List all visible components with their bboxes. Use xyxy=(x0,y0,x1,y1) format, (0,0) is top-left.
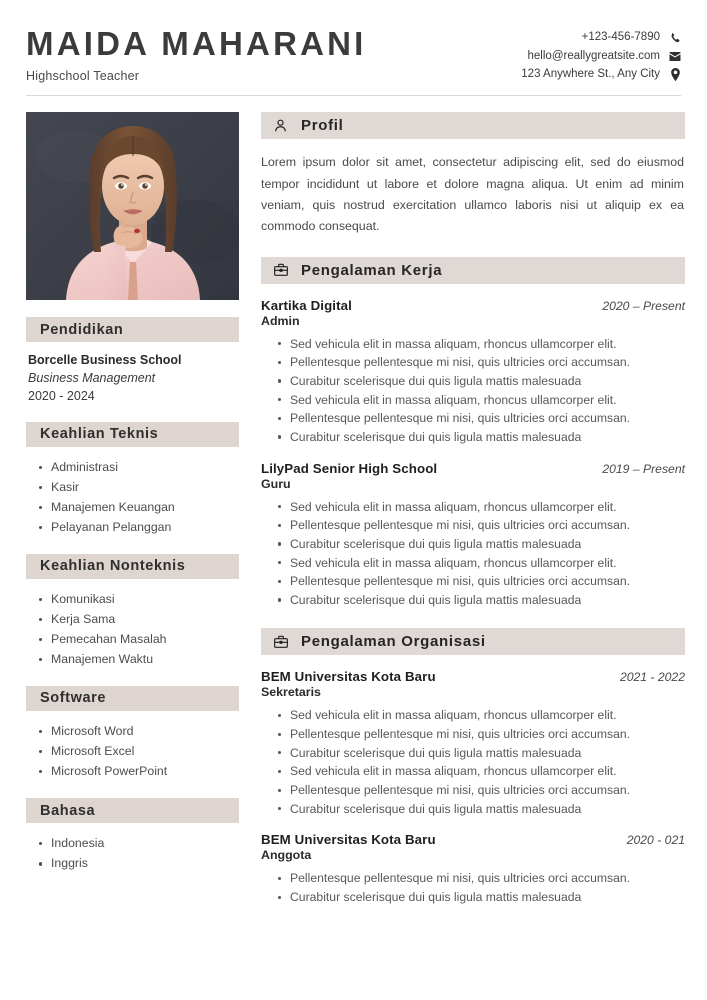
contact-address-text: 123 Anywhere St., Any City xyxy=(521,68,660,81)
contact-phone[interactable] xyxy=(582,30,681,46)
list-item: Pellentesque pellentesque mi nisi, quis ultricies orci accumsan. xyxy=(290,781,685,800)
main-section-profil xyxy=(261,112,685,237)
sidebar-section-keahlian-nonteknis xyxy=(26,554,239,670)
main-section-title: Pengalaman Kerja xyxy=(301,261,443,279)
sidebar-section-header xyxy=(26,798,239,823)
main-column xyxy=(261,112,685,906)
list-item: Microsoft Word xyxy=(51,722,239,742)
entry-date: 2019 – Present xyxy=(602,461,685,476)
list-item: Curabitur scelerisque dui quis ligula mattis malesuada xyxy=(290,744,685,763)
entry-role: Admin xyxy=(261,313,300,328)
entry-bullet-list xyxy=(261,498,685,610)
contact-block xyxy=(521,24,681,83)
list-item: Kasir xyxy=(51,478,239,498)
sidebar-section-title: Pendidikan xyxy=(40,321,124,338)
list-item: Komunikasi xyxy=(51,590,239,610)
entry-organization: LilyPad Senior High School xyxy=(261,460,438,476)
entry-organization: BEM Universitas Kota Baru xyxy=(261,669,436,685)
sidebar-section-title: Keahlian Teknis xyxy=(40,426,159,443)
main-section-title: Pengalaman Organisasi xyxy=(301,633,486,651)
list-item: Curabitur scelerisque dui quis ligula mattis malesuada xyxy=(290,591,685,610)
candidate-job-title: Highschool Teacher xyxy=(26,69,140,84)
list-item: Pemecahan Masalah xyxy=(51,630,239,650)
candidate-name: MAIDA MAHARANI xyxy=(26,25,367,62)
list-item: Indonesia xyxy=(51,834,239,854)
header-divider xyxy=(26,95,681,96)
entry-bullet-list xyxy=(261,706,685,818)
entry-heading-row xyxy=(261,832,685,847)
avatar xyxy=(26,112,239,300)
sidebar-section-software xyxy=(26,686,239,782)
experience-entry xyxy=(261,461,685,610)
location-pin-icon xyxy=(669,68,681,81)
experience-entry xyxy=(261,298,685,447)
list-item: Curabitur scelerisque dui quis ligula mattis malesuada xyxy=(290,428,685,447)
list-item: Sed vehicula elit in massa aliquam, rhoncus ullamcorper elit. xyxy=(290,762,685,781)
software-list xyxy=(26,722,239,782)
main-section-pengalaman-kerja xyxy=(261,257,685,610)
contact-address[interactable] xyxy=(521,67,681,83)
list-item: Pellentesque pellentesque mi nisi, quis ultricies orci accumsan. xyxy=(290,572,685,591)
organization-entry xyxy=(261,832,685,906)
entry-role: Sekretaris xyxy=(261,685,321,700)
list-item: Kerja Sama xyxy=(51,610,239,630)
phone-icon xyxy=(669,31,681,44)
list-item: Sed vehicula elit in massa aliquam, rhoncus ullamcorper elit. xyxy=(290,498,685,517)
main-section-header xyxy=(261,628,685,655)
languages-list xyxy=(26,834,239,874)
main-section-header xyxy=(261,257,685,284)
entry-date: 2020 – Present xyxy=(602,298,685,313)
sidebar-section-header xyxy=(26,554,239,579)
sidebar-section-pendidikan xyxy=(26,317,239,405)
sidebar-section-header xyxy=(26,422,239,447)
header-identity xyxy=(26,24,367,83)
sidebar-section-header xyxy=(26,317,239,342)
list-item: Curabitur scelerisque dui quis ligula mattis malesuada xyxy=(290,888,685,907)
portrait-photo xyxy=(26,112,239,300)
education-entry xyxy=(26,352,239,405)
list-item: Manajemen Keuangan xyxy=(51,498,239,518)
list-item: Curabitur scelerisque dui quis ligula mattis malesuada xyxy=(290,372,685,391)
education-years: 2020 - 2024 xyxy=(28,388,95,403)
main-section-header xyxy=(261,112,685,139)
skills-technical-list xyxy=(26,458,239,538)
list-item: Sed vehicula elit in massa aliquam, rhoncus ullamcorper elit. xyxy=(290,554,685,573)
contact-email-text: hello@reallygreatsite.com xyxy=(527,49,660,62)
education-major: Business Management xyxy=(28,371,156,386)
sidebar-section-title: Keahlian Nonteknis xyxy=(40,558,186,575)
briefcase-icon xyxy=(272,633,289,650)
envelope-icon xyxy=(669,50,681,63)
sidebar-section-title: Bahasa xyxy=(40,802,96,819)
list-item: Pellentesque pellentesque mi nisi, quis ultricies orci accumsan. xyxy=(290,353,685,372)
sidebar-section-header xyxy=(26,686,239,711)
entry-date: 2020 - 021 xyxy=(626,833,685,848)
list-item: Inggris xyxy=(51,854,239,874)
entry-bullet-list xyxy=(261,869,685,906)
list-item: Curabitur scelerisque dui quis ligula mattis malesuada xyxy=(290,535,685,554)
entry-heading-row xyxy=(261,461,685,476)
entry-heading-row xyxy=(261,669,685,684)
list-item: Microsoft Excel xyxy=(51,742,239,762)
organization-entry xyxy=(261,669,685,818)
entry-heading-row xyxy=(261,298,685,313)
person-icon xyxy=(272,117,289,134)
entry-bullet-list xyxy=(261,335,685,447)
entry-date: 2021 - 2022 xyxy=(619,670,685,685)
entry-role: Guru xyxy=(261,476,291,491)
list-item: Microsoft PowerPoint xyxy=(51,762,239,782)
list-item: Pellentesque pellentesque mi nisi, quis ultricies orci accumsan. xyxy=(290,409,685,428)
contact-email[interactable] xyxy=(528,49,681,65)
list-item: Curabitur scelerisque dui quis ligula mattis malesuada xyxy=(290,800,685,819)
list-item: Pellentesque pellentesque mi nisi, quis ultricies orci accumsan. xyxy=(290,725,685,744)
sidebar-section-title: Software xyxy=(40,690,107,707)
resume-body xyxy=(0,112,707,906)
education-school: Borcelle Business School xyxy=(28,353,182,368)
main-section-pengalaman-organisasi xyxy=(261,628,685,906)
list-item: Sed vehicula elit in massa aliquam, rhoncus ullamcorper elit. xyxy=(290,391,685,410)
entry-role: Anggota xyxy=(261,848,312,863)
list-item: Pelayanan Pelanggan xyxy=(51,518,239,538)
list-item: Pellentesque pellentesque mi nisi, quis ultricies orci accumsan. xyxy=(290,869,685,888)
profile-summary: Lorem ipsum dolor sit amet, consectetur adipiscing elit, sed do eiusmod tempor incididunt ut labore et dolore magna aliqua. Ut enim ad minim veniam, quis nostrud exercitation ullamco laboris nisi ut aliquip ex ea commodo consequat. xyxy=(261,155,684,234)
briefcase-icon xyxy=(272,262,289,279)
sidebar-column xyxy=(26,112,239,874)
list-item: Manajemen Waktu xyxy=(51,650,239,670)
main-section-title: Profil xyxy=(301,117,344,135)
list-item: Pellentesque pellentesque mi nisi, quis ultricies orci accumsan. xyxy=(290,516,685,535)
entry-organization: BEM Universitas Kota Baru xyxy=(261,832,436,848)
resume-header xyxy=(0,0,707,83)
list-item: Administrasi xyxy=(51,458,239,478)
entry-organization: Kartika Digital xyxy=(261,297,352,313)
list-item: Sed vehicula elit in massa aliquam, rhoncus ullamcorper elit. xyxy=(290,335,685,354)
list-item: Sed vehicula elit in massa aliquam, rhoncus ullamcorper elit. xyxy=(290,706,685,725)
skills-soft-list xyxy=(26,590,239,670)
contact-phone-text: +123-456-7890 xyxy=(581,31,660,43)
sidebar-section-keahlian-teknis xyxy=(26,422,239,538)
sidebar-section-bahasa xyxy=(26,798,239,874)
